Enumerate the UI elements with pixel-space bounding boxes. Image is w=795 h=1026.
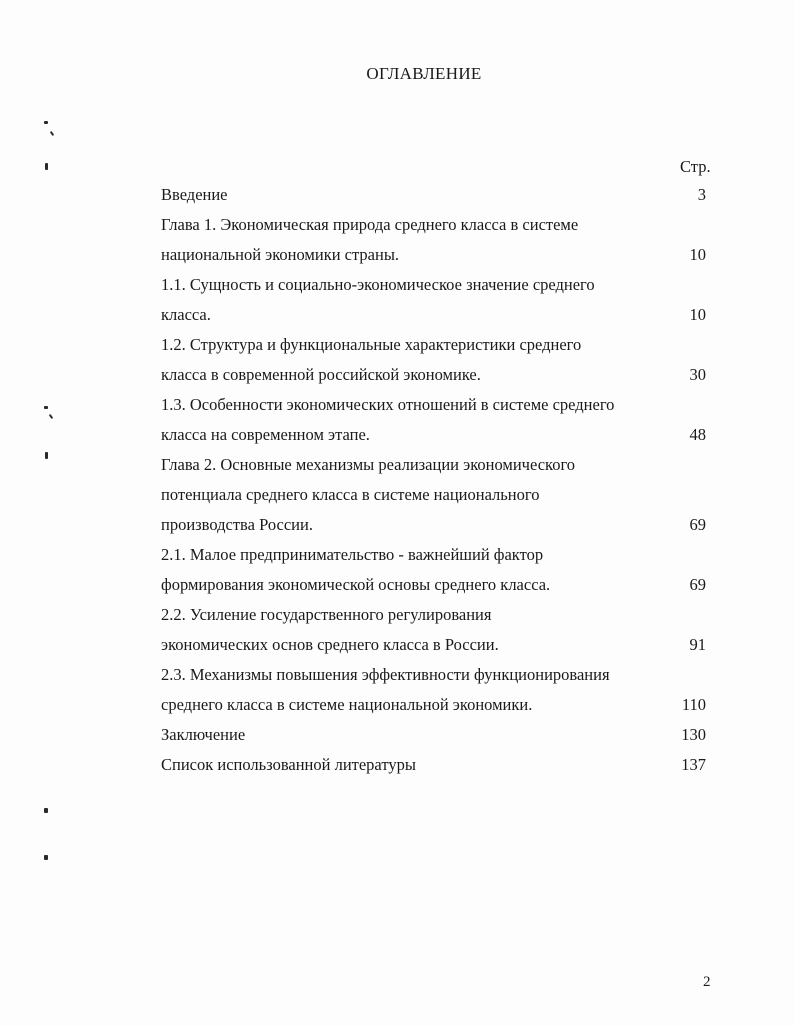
scan-mark — [45, 452, 48, 459]
toc-entry-text: Введение — [161, 185, 228, 204]
scan-mark — [45, 163, 48, 170]
toc-entry-page: 69 — [689, 575, 706, 594]
toc-entry-chapter-1 — [161, 210, 721, 270]
toc-entry-section-1-2 — [161, 330, 721, 390]
scan-mark — [44, 121, 48, 124]
page-column-label: Стр. — [680, 157, 711, 176]
toc-entry-text: Список использованной литературы — [161, 755, 416, 774]
page-title: ОГЛАВЛЕНИЕ — [366, 64, 482, 83]
toc-entry-text: производства России. — [161, 515, 313, 534]
toc-entry-text: класса. — [161, 305, 211, 324]
toc-entry-section-1-3 — [161, 390, 721, 450]
toc-entry-text: класса на современном этапе. — [161, 425, 370, 444]
toc-entry-text: класса в современной российской экономике. — [161, 365, 481, 384]
toc-entry-page: 69 — [689, 515, 706, 534]
toc-entry-bibliography — [161, 750, 721, 780]
scan-mark — [44, 808, 48, 813]
toc-entry-page: 48 — [689, 425, 706, 444]
toc-entry-text: 2.1. Малое предпринимательство - важнейший фактор — [161, 545, 544, 564]
toc-entry-text: национальной экономики страны. — [161, 245, 400, 264]
table-of-contents — [161, 180, 721, 780]
toc-entry-introduction — [161, 180, 721, 210]
toc-entry-text: 1.3. Особенности экономических отношений в системе среднего — [161, 395, 615, 414]
toc-entry-section-2-2 — [161, 600, 721, 660]
toc-entry-text: экономических основ среднего класса в России. — [161, 635, 499, 654]
toc-entry-page: 10 — [689, 245, 706, 264]
toc-entry-page: 10 — [689, 305, 706, 324]
toc-entry-text: 2.3. Механизмы повышения эффективности функционирования — [161, 665, 610, 684]
toc-entry-text: 1.1. Сущность и социально-экономическое значение среднего — [161, 275, 595, 294]
toc-entry-text: 1.2. Структура и функциональные характеристики среднего — [161, 335, 582, 354]
toc-entry-text: формирования экономической основы среднего класса. — [161, 575, 551, 594]
toc-entry-page: 110 — [681, 695, 706, 714]
toc-entry-text: Глава 1. Экономическая природа среднего класса в системе — [161, 215, 579, 234]
toc-entry-section-2-1 — [161, 540, 721, 600]
scan-mark — [50, 131, 55, 136]
scan-mark — [44, 855, 48, 860]
page-number: 2 — [703, 974, 711, 990]
toc-entry-text: среднего класса в системе национальной экономики. — [161, 695, 533, 714]
toc-entry-section-2-3 — [161, 660, 721, 720]
toc-entry-page: 91 — [689, 635, 706, 654]
toc-entry-page: 130 — [681, 725, 706, 744]
toc-entry-text: Глава 2. Основные механизмы реализации экономического — [161, 455, 576, 474]
toc-entry-page: 30 — [689, 365, 706, 384]
toc-entry-page: 137 — [681, 755, 706, 774]
toc-entry-conclusion — [161, 720, 721, 750]
toc-entry-page: 3 — [697, 185, 706, 204]
scan-mark — [49, 414, 54, 419]
toc-entry-chapter-2 — [161, 450, 721, 540]
toc-entry-text: потенциала среднего класса в системе национального — [161, 485, 540, 504]
toc-entry-text: 2.2. Усиление государственного регулирования — [161, 605, 492, 624]
toc-entry-section-1-1 — [161, 270, 721, 330]
scan-mark — [44, 406, 48, 409]
toc-entry-text: Заключение — [161, 725, 246, 744]
